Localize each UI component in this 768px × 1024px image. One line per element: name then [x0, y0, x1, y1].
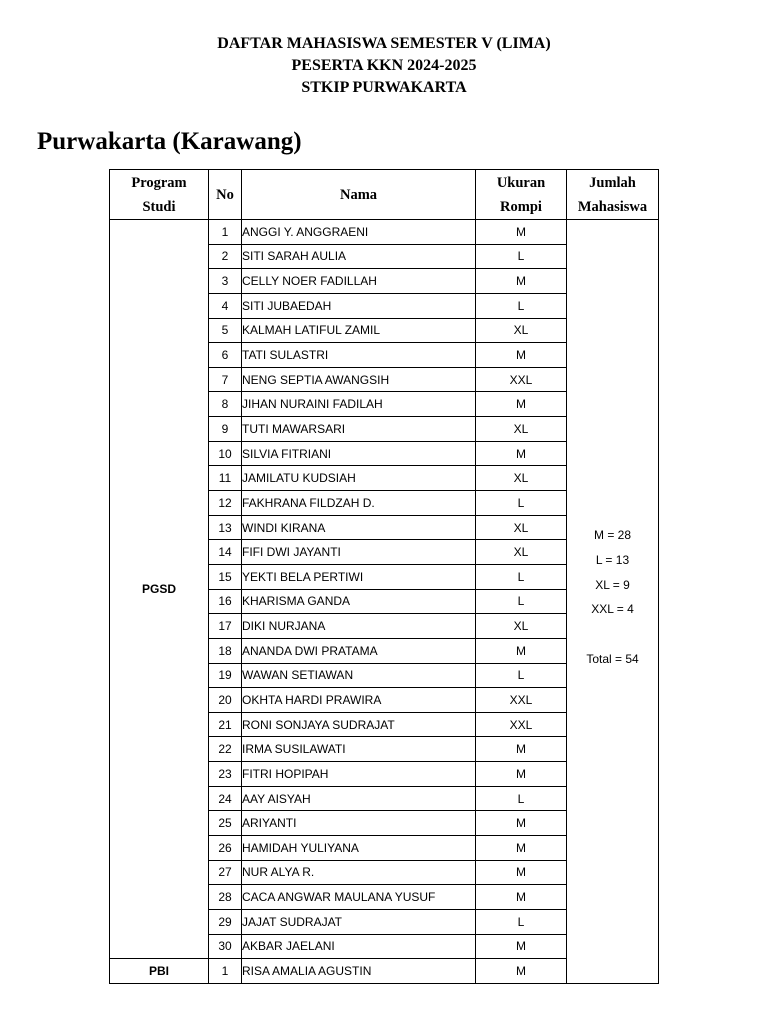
row-number: 30 [209, 934, 242, 959]
header-line-1: DAFTAR MAHASISWA SEMESTER V (LIMA) [217, 35, 551, 52]
student-table [109, 169, 659, 984]
vest-size: M [476, 269, 567, 294]
student-name: SITI JUBAEDAH [242, 293, 476, 318]
vest-size: XXL [476, 688, 567, 713]
row-number: 13 [209, 515, 242, 540]
vest-size: M [476, 811, 567, 836]
student-name: JAJAT SUDRAJAT [242, 909, 476, 934]
table-header-row [110, 170, 659, 220]
row-number: 16 [209, 589, 242, 614]
student-name: RONI SONJAYA SUDRAJAT [242, 712, 476, 737]
vest-size: L [476, 564, 567, 589]
vest-size: M [476, 762, 567, 787]
student-name: RISA AMALIA AGUSTIN [242, 959, 476, 984]
table-body [110, 220, 659, 984]
row-number: 24 [209, 786, 242, 811]
row-number: 29 [209, 909, 242, 934]
student-name: ARIYANTI [242, 811, 476, 836]
size-summary-cell [567, 220, 659, 984]
row-number: 18 [209, 638, 242, 663]
row-number: 6 [209, 343, 242, 368]
program-studi-cell: PBI [110, 959, 209, 984]
vest-size: XL [476, 417, 567, 442]
vest-size: XL [476, 614, 567, 639]
row-number: 28 [209, 885, 242, 910]
student-name: ANANDA DWI PRATAMA [242, 638, 476, 663]
vest-size: L [476, 589, 567, 614]
student-name: OKHTA HARDI PRAWIRA [242, 688, 476, 713]
row-number: 25 [209, 811, 242, 836]
vest-size: XL [476, 466, 567, 491]
student-name: TUTI MAWARSARI [242, 417, 476, 442]
header-ukuran-rompi: Ukuran Rompi [476, 170, 567, 220]
vest-size: M [476, 885, 567, 910]
row-number: 22 [209, 737, 242, 762]
student-name: FAKHRANA FILDZAH D. [242, 491, 476, 516]
vest-size: M [476, 638, 567, 663]
row-number: 10 [209, 441, 242, 466]
student-name: CELLY NOER FADILLAH [242, 269, 476, 294]
student-name: IRMA SUSILAWATI [242, 737, 476, 762]
vest-size: L [476, 786, 567, 811]
vest-size: XL [476, 540, 567, 565]
row-number: 5 [209, 318, 242, 343]
student-name: NUR ALYA R. [242, 860, 476, 885]
vest-size: L [476, 663, 567, 688]
region-title: Purwakarta (Karawang) [37, 128, 302, 155]
student-name: KALMAH LATIFUL ZAMIL [242, 318, 476, 343]
vest-size: M [476, 836, 567, 861]
row-number: 19 [209, 663, 242, 688]
student-name: HAMIDAH YULIYANA [242, 836, 476, 861]
vest-size: M [476, 934, 567, 959]
row-number: 4 [209, 293, 242, 318]
student-name: SILVIA FITRIANI [242, 441, 476, 466]
vest-size: L [476, 491, 567, 516]
student-name: DIKI NURJANA [242, 614, 476, 639]
student-name: KHARISMA GANDA [242, 589, 476, 614]
summary-spacer [567, 626, 658, 651]
student-name: FITRI HOPIPAH [242, 762, 476, 787]
row-number: 3 [209, 269, 242, 294]
row-number: 27 [209, 860, 242, 885]
row-number: 2 [209, 244, 242, 269]
student-name: JAMILATU KUDSIAH [242, 466, 476, 491]
vest-size: M [476, 737, 567, 762]
student-name: ANGGI Y. ANGGRAENI [242, 220, 476, 245]
student-name: FIFI DWI JAYANTI [242, 540, 476, 565]
header-nama: Nama [242, 170, 476, 220]
student-name: CACA ANGWAR MAULANA YUSUF [242, 885, 476, 910]
vest-size: L [476, 244, 567, 269]
header-line-3: STKIP PURWAKARTA [301, 79, 467, 96]
program-studi-cell: PGSD [110, 220, 209, 959]
row-number: 26 [209, 836, 242, 861]
row-number: 1 [209, 220, 242, 245]
summary-l: L = 13 [595, 553, 630, 568]
header-line-2: PESERTA KKN 2024-2025 [291, 57, 477, 74]
vest-size: M [476, 860, 567, 885]
student-name: YEKTI BELA PERTIWI [242, 564, 476, 589]
row-number: 7 [209, 367, 242, 392]
vest-size: M [476, 959, 567, 984]
student-name: JIHAN NURAINI FADILAH [242, 392, 476, 417]
row-number: 14 [209, 540, 242, 565]
row-number: 12 [209, 491, 242, 516]
header-no: No [209, 170, 242, 220]
row-number: 17 [209, 614, 242, 639]
summary-xl: XL = 9 [595, 577, 630, 592]
student-name: SITI SARAH AULIA [242, 244, 476, 269]
vest-size: L [476, 293, 567, 318]
vest-size: XXL [476, 367, 567, 392]
row-number: 21 [209, 712, 242, 737]
summary-xxl: XXL = 4 [591, 602, 634, 617]
student-name: WINDI KIRANA [242, 515, 476, 540]
student-name: AAY AISYAH [242, 786, 476, 811]
row-number: 20 [209, 688, 242, 713]
row-number: 1 [209, 959, 242, 984]
header-jumlah-mahasiswa: Jumlah Mahasiswa [567, 170, 659, 220]
document-header [0, 33, 768, 99]
student-name: TATI SULASTRI [242, 343, 476, 368]
table-row [110, 220, 659, 245]
vest-size: XL [476, 318, 567, 343]
vest-size: XXL [476, 712, 567, 737]
row-number: 23 [209, 762, 242, 787]
vest-size: M [476, 441, 567, 466]
summary-m: M = 28 [593, 528, 632, 543]
student-name: WAWAN SETIAWAN [242, 663, 476, 688]
vest-size: M [476, 220, 567, 245]
vest-size: M [476, 392, 567, 417]
vest-size: L [476, 909, 567, 934]
student-name: AKBAR JAELANI [242, 934, 476, 959]
row-number: 15 [209, 564, 242, 589]
summary-total: Total = 54 [586, 651, 639, 666]
vest-size: XL [476, 515, 567, 540]
student-name: NENG SEPTIA AWANGSIH [242, 367, 476, 392]
row-number: 11 [209, 466, 242, 491]
row-number: 9 [209, 417, 242, 442]
header-program-studi: Program Studi [110, 170, 209, 220]
vest-size: M [476, 343, 567, 368]
row-number: 8 [209, 392, 242, 417]
